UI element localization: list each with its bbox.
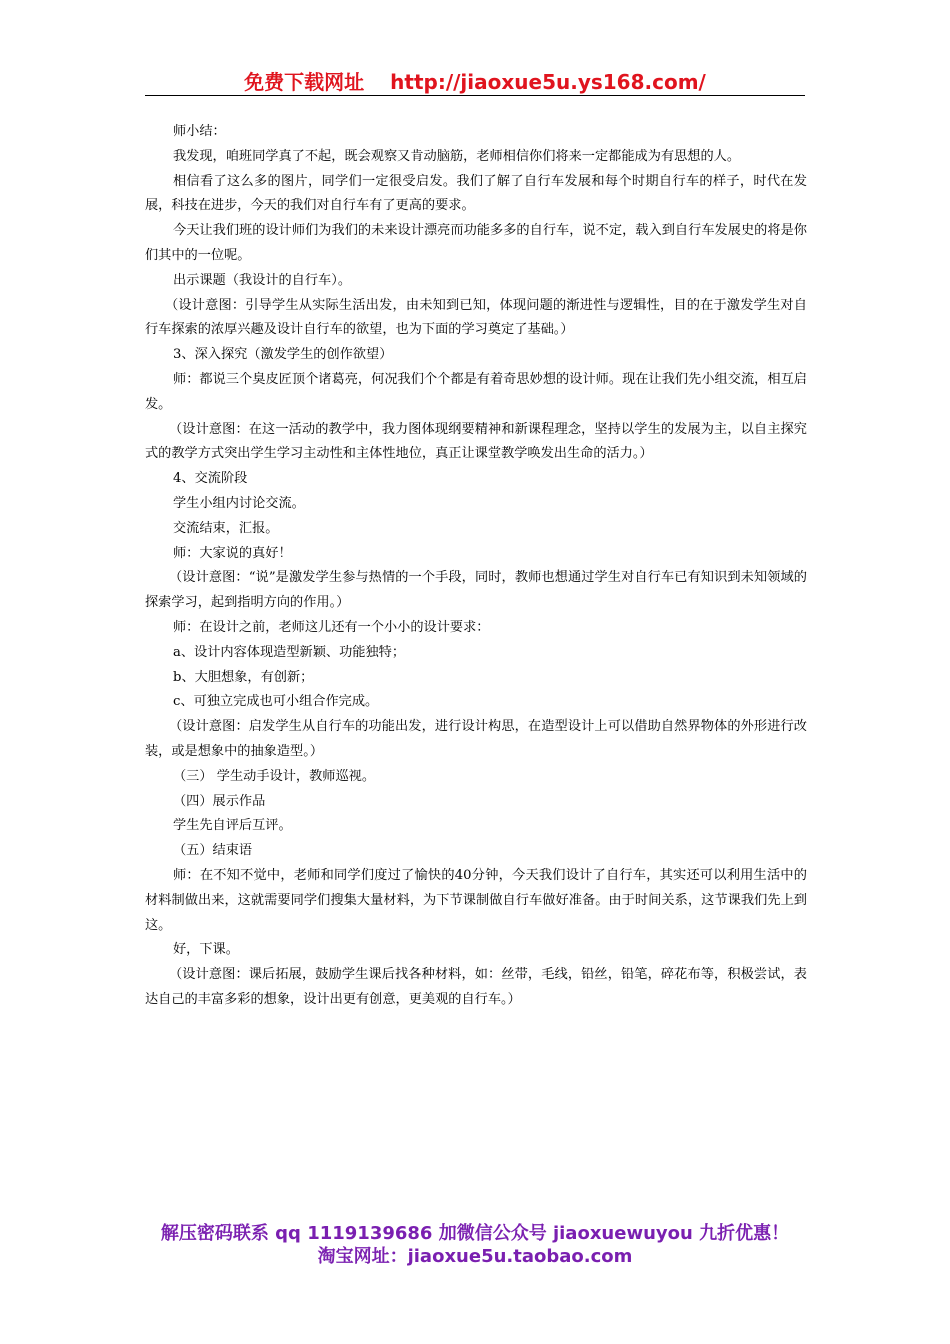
paragraph: 出示课题（我设计的自行车）。 (173, 272, 352, 288)
design-intent-note: （设计意图：引导学生从实际生活出发，由未知到已知，体现问题的渐进性与逻辑性，目的在于激发学生对自行车探索的浓厚兴趣及设计自行车的欲望，也为下面的学习奠定了基础。） (145, 297, 807, 338)
paragraph: 师：在不知不觉中，老师和同学们度过了愉快的40分钟，今天我们设计了自行车，其实还可以利用生活中的材料制做出来，这就需要同学们搜集大量材料，为下节课制做自行车做好准备。由于时间关系，这节课我们先上到这。 (145, 867, 807, 933)
paragraph: 师：大家说的真好！ (173, 545, 292, 561)
header-url-link[interactable]: http://jiaoxue5u.ys168.com/ (390, 70, 706, 94)
paragraph: 学生先自评后互评。 (173, 818, 292, 834)
section-heading: （四）展示作品 (173, 793, 266, 809)
list-item: a、设计内容体现造型新颖、功能独特； (173, 644, 406, 660)
list-item: b、大胆想象，有创新； (173, 669, 314, 685)
footer-shop-link[interactable]: 淘宝网址：jiaoxue5u.taobao.com (317, 1246, 633, 1267)
paragraph: 今天让我们班的设计师们为我们的未来设计漂亮而功能多多的自行车，说不定，载入到自行车发展史的将是你们其中的一位呢。 (145, 223, 807, 263)
design-intent-note: （设计意图：在这一活动的教学中，我力图体现纲要精神和新课程理念，坚持以学生的发展为主，以自主探究式的教学方式突出学生学习主动性和主体性地位，真正让课堂教学唤发出生命的活力。） (145, 421, 807, 462)
document-body (145, 120, 807, 1013)
footer-contact: 解压密码联系 qq 1119139686 加微信公众号 jiaoxuewuyou 九折优惠！ (160, 1223, 790, 1244)
design-intent-note: （设计意图：课后拓展，鼓励学生课后找各种材料，如：丝带，毛线，铅丝，铅笔，碎花布等，积极尝试，表达自己的丰富多彩的想象，设计出更有创意，更美观的自行车。） (145, 967, 807, 1007)
paragraph: 师小结： (173, 124, 226, 139)
section-heading: （三） 学生动手设计，教师巡视。 (173, 768, 376, 784)
header-divider (145, 95, 805, 96)
list-item: c、可独立完成也可小组合作完成。 (173, 694, 379, 710)
section-heading: （五）结束语 (173, 843, 253, 859)
paragraph: 师：都说三个臭皮匠顶个诸葛亮，何况我们个个都是有着奇思妙想的设计师。现在让我们先小组交流，相互启发。 (145, 371, 807, 412)
paragraph: 学生小组内讨论交流。 (173, 495, 305, 511)
header-label: 免费下载网址 (244, 70, 365, 94)
paragraph: 好，下课。 (173, 942, 239, 958)
section-heading: 4、交流阶段 (173, 471, 248, 487)
paragraph: 我发现，咱班同学真了不起，既会观察又肯动脑筋，老师相信你们将来一定都能成为有思想的人。 (173, 148, 741, 164)
section-heading: 3、深入探究（激发学生的创作欲望） (173, 347, 393, 363)
header-banner (145, 66, 805, 95)
design-intent-note: （设计意图：“说”是激发学生参与热情的一个手段，同时，教师也想通过学生对自行车已有知识到未知领域的探索学习，起到指明方向的作用。） (145, 570, 807, 611)
paragraph: 相信看了这么多的图片，同学们一定很受启发。我们了解了自行车发展和每个时期自行车的样子，时代在发展，科技在进步，今天的我们对自行车有了更高的要求。 (145, 173, 807, 214)
design-intent-note: （设计意图：启发学生从自行车的功能出发，进行设计构思，在造型设计上可以借助自然界物体的外形进行改装，或是想象中的抽象造型。） (145, 719, 807, 759)
paragraph: 交流结束，汇报。 (173, 520, 279, 536)
paragraph: 师：在设计之前，老师这儿还有一个小小的设计要求： (173, 619, 490, 635)
